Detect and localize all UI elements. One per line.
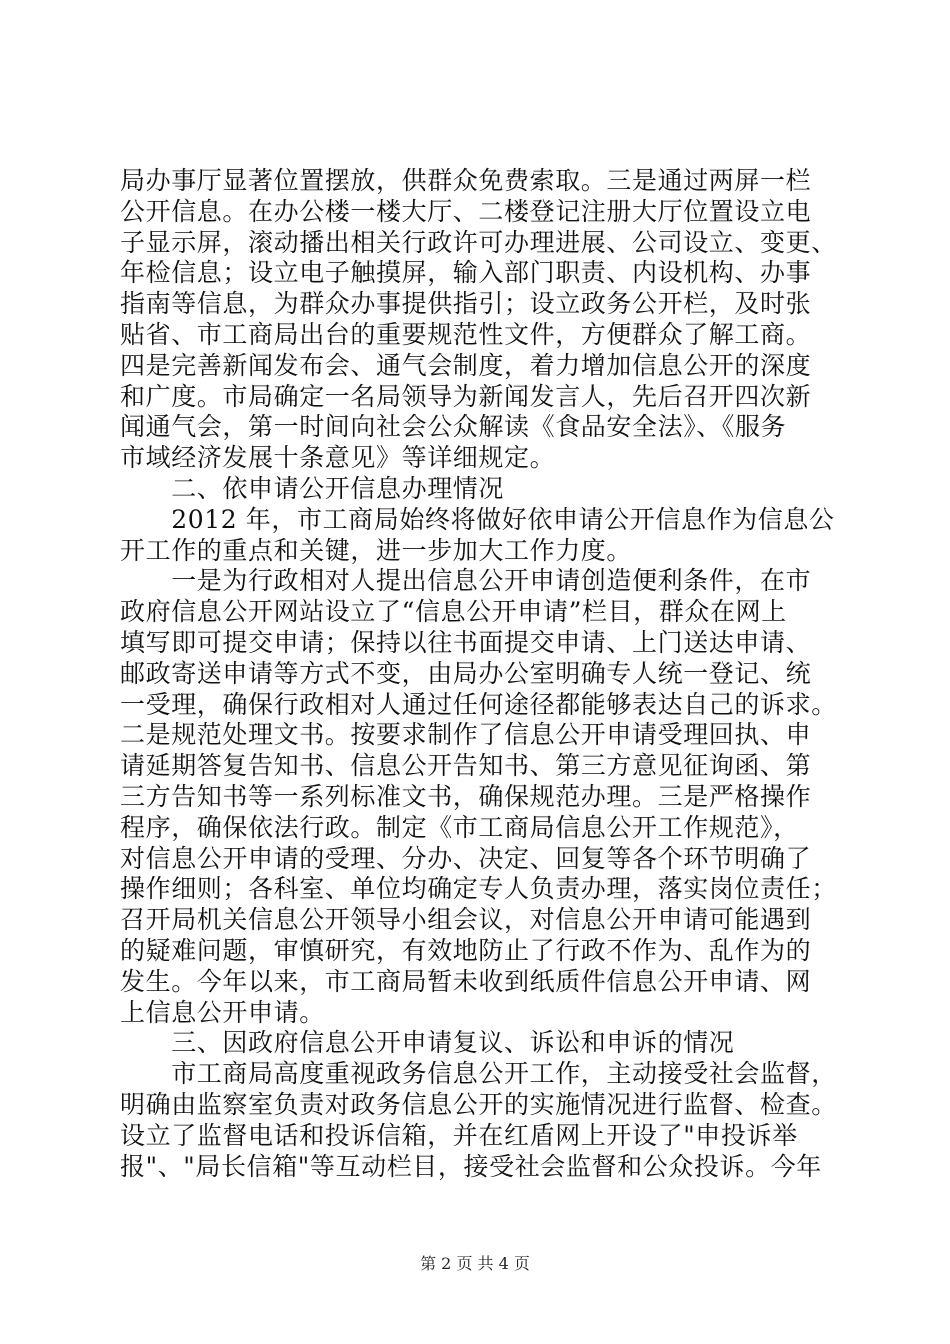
text-line: 发生。今年以来，市工商局暂未收到纸质件信息公开申请、网	[120, 966, 812, 996]
text-line: 子显示屏，滚动播出相关行政许可办理进展、公司设立、变更、	[120, 227, 837, 257]
text-line: 填写即可提交申请；保持以往书面提交申请、上门送达申请、	[120, 627, 812, 657]
page-number-footer: 第 2 页 共 4 页	[420, 1254, 530, 1273]
text-line: 召开局机关信息公开领导小组会议，对信息公开申请可能遇到	[120, 905, 812, 935]
text-line: 程序，确保依法行政。制定《市工商局信息公开工作规范》，	[120, 812, 799, 842]
text-line: 闻通气会，第一时间向社会公众解读《食品安全法》、《服务	[120, 412, 787, 442]
text-line: 上信息公开申请。	[120, 997, 325, 1027]
text-line: 2012 年，市工商局始终将做好依申请公开信息作为信息公	[120, 504, 835, 534]
text-line: 年检信息；设立电子触摸屏，输入部门职责、内设机构、办事	[120, 258, 812, 288]
text-line: 和广度。市局确定一名局领导为新闻发言人，先后召开四次新	[120, 381, 812, 411]
text-line: 一是为行政相对人提出信息公开申请创造便利条件，在市	[120, 566, 812, 596]
text-line: 四是完善新闻发布会、通气会制度，着力增加信息公开的深度	[120, 350, 812, 380]
text-line: 指南等信息，为群众办事提供指引；设立政务公开栏，及时张	[120, 289, 812, 319]
text-line: 开工作的重点和关键，进一步加大工作力度。	[120, 535, 633, 565]
text-line: 市工商局高度重视政务信息公开工作，主动接受社会监督，	[120, 1059, 837, 1089]
section-heading: 三、因政府信息公开申请复议、诉讼和申诉的情况	[120, 1028, 735, 1058]
text-line: 贴省、市工商局出台的重要规范性文件，方便群众了解工商。	[120, 319, 812, 349]
text-line: 对信息公开申请的受理、分办、决定、回复等各个环节明确了	[120, 843, 812, 873]
text-line: 市域经济发展十条意见》等详细规定。	[120, 443, 556, 473]
text-line: 三方告知书等一系列标准文书，确保规范办理。三是严格操作	[120, 781, 812, 811]
text-line: 二是规范处理文书。按要求制作了信息公开申请受理回执、申	[120, 720, 812, 750]
text-line: 请延期答复告知书、信息公开告知书、第三方意见征询函、第	[120, 751, 812, 781]
text-line: 局办事厅显著位置摆放，供群众免费索取。三是通过两屏一栏	[120, 166, 812, 195]
section-heading: 二、依申请公开信息办理情况	[120, 473, 505, 503]
text-line: 的疑难问题，审慎研究，有效地防止了行政不作为、乱作为的	[120, 935, 812, 965]
text-line: 操作细则；各科室、单位均确定专人负责办理，落实岗位责任；	[120, 874, 837, 904]
text-line: 一受理，确保行政相对人通过任何途径都能够表达自己的诉求。	[120, 689, 837, 719]
text-line: 政府信息公开网站设立了“信息公开申请”栏目，群众在网上	[120, 597, 787, 627]
text-line: 公开信息。在办公楼一楼大厅、二楼登记注册大厅位置设立电	[120, 196, 812, 226]
text-line: 报"、"局长信箱"等互动栏目，接受社会监督和公众投诉。今年	[120, 1151, 822, 1181]
text-line: 设立了监督电话和投诉信箱，并在红盾网上开设了"申投诉举	[120, 1120, 798, 1150]
text-line: 明确由监察室负责对政务信息公开的实施情况进行监督、检查。	[120, 1089, 837, 1119]
text-line: 邮政寄送申请等方式不变，由局办公室明确专人统一登记、统	[120, 658, 812, 688]
document-body	[120, 166, 836, 1182]
